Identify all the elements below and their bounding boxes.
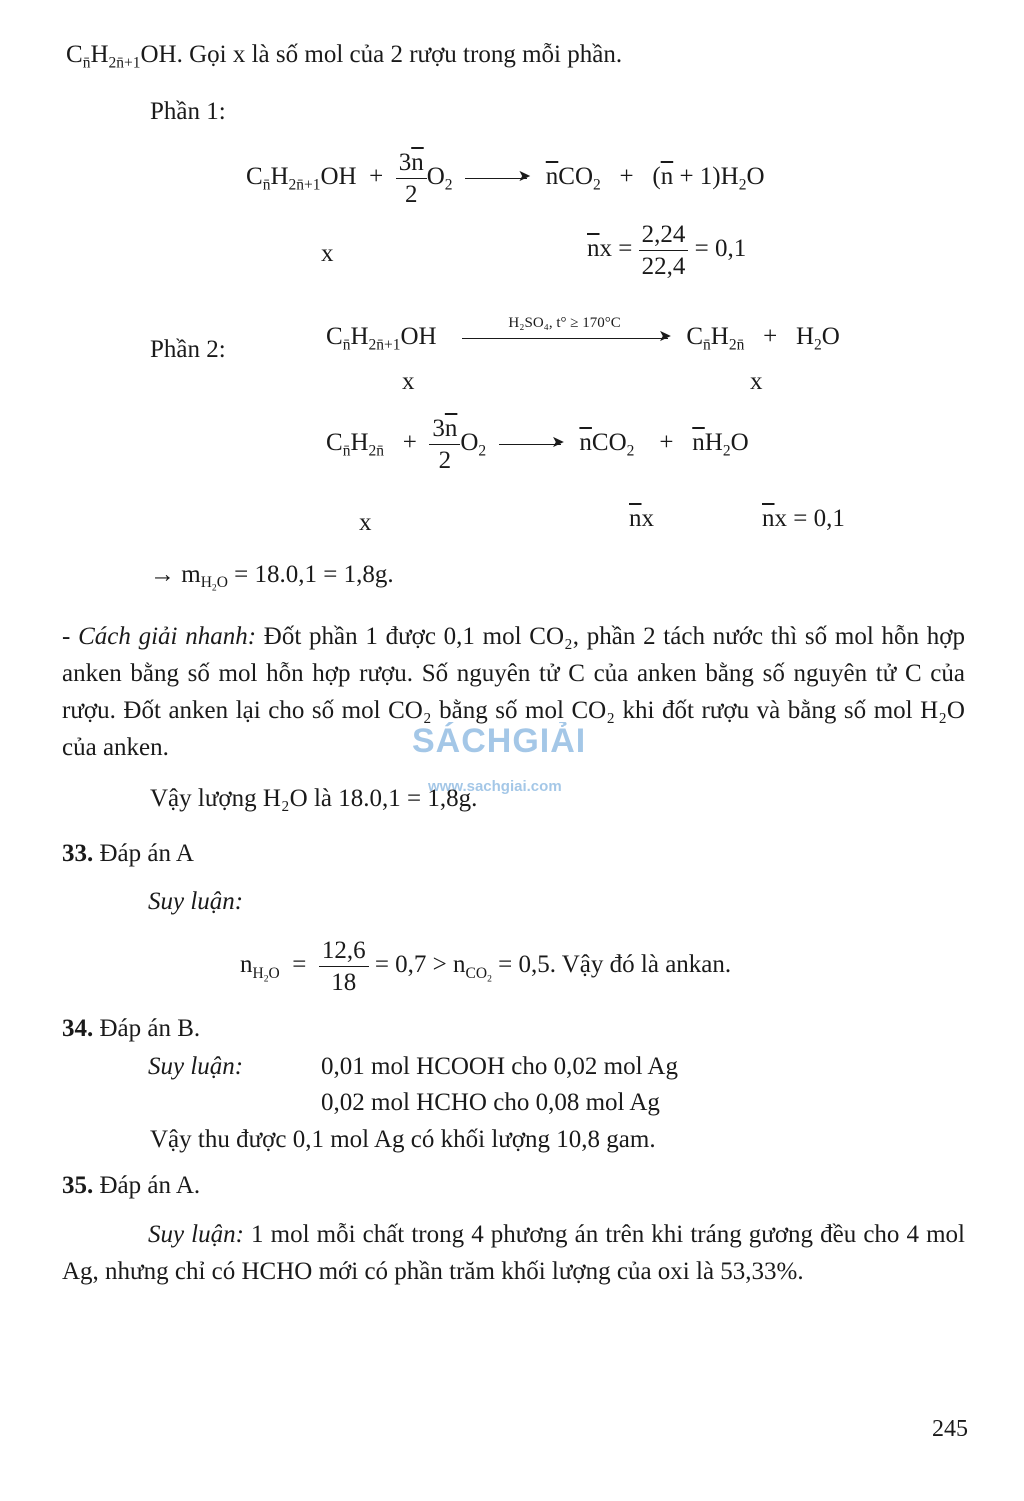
part1-x: x <box>321 240 334 267</box>
part1-nx-equation: $\overline{n}x$ = $\frac{2,24}{22,4}$ = 0,1 <box>587 221 747 280</box>
watermark-brand: SÁCHGIẢI <box>412 722 587 760</box>
part2-x-right: x <box>750 368 763 395</box>
mass-line: → $m_{H_2O} = 18.0,1 = 1,8g$. <box>150 561 394 594</box>
part2-label: Phần 2: <box>150 336 226 363</box>
fraction-224-224: $\frac{2,24}{22,4}$ <box>639 222 689 279</box>
q35-text: 1 mol mỗi chất trong 4 phương án trên khi tráng gương đều cho 4 mol Ag, nhưng chỉ có HCHO mới có phần trăm khối lượng của oxi là 53,33%. <box>62 1221 966 1285</box>
part2-x-bottom: x <box>359 509 372 536</box>
watermark-url: www.sachgiai.com <box>428 778 562 795</box>
reaction-arrow-2: ➤ <box>499 444 561 445</box>
reaction-arrow: ➤ <box>465 178 527 179</box>
part2-dehydration: $C_{n̄}H_{2n̄+1}OH$ H₂SO₄, t° ≥ 170°C ➤ $C_{n̄}H_{2n̄} + H_2O$ <box>326 314 840 354</box>
fraction-126-18: $\frac{12,6}{18}$ <box>319 938 369 995</box>
q34-heading: 34. Đáp án B. <box>62 1015 201 1042</box>
q33-heading: 33. Đáp án A <box>62 840 194 867</box>
q35-paragraph <box>62 1216 965 1290</box>
q35-heading: 35. Đáp án A. <box>62 1172 201 1199</box>
part1-eq-value: = 0,1 <box>694 235 747 263</box>
quick-text: Đốt phần 1 được 0,1 mol CO₂, phần 2 tách nước thì số mol hỗn hợp anken bằng số mol hỗn hợp rượu. Số nguyên tử C của anken bằng số nguyên tử C của rượu. Đốt anken lại cho số mol CO₂ bằng số mol CO₂ khi đốt rượu và bằng số mol H₂O của anken. <box>62 623 965 761</box>
q34-line1: 0,01 mol HCOOH cho 0,02 mol Ag <box>321 1053 678 1080</box>
part2-nx-eq: $\overline{n}x = 0,1$ <box>762 505 845 532</box>
q34-label: Suy luận: <box>148 1053 244 1080</box>
part2-combustion: $C_{n̄}H_{2n̄}$ + $\frac{3\overline{n}}{2}$ $O_2$ ➤ $\overline{n}CO_2$ + $\overline{n}H_2O$ <box>326 415 749 474</box>
part2-x-left: x <box>402 368 415 395</box>
part2-nx: $\overline{n}x$ <box>629 505 654 532</box>
page-number: 245 <box>932 1416 968 1442</box>
q33-equation: $n_{H_2O}$ = $\frac{12,6}{18}$ = $0,7 > n_{CO_2} = 0,5$. Vậy đó là ankan. <box>240 937 732 996</box>
conclusion-line: Vậy lượng H₂O là 18.0,1 = 1,8g. <box>150 785 478 812</box>
q33-label: Suy luận: <box>148 888 244 915</box>
part1-label: Phần 1: <box>150 98 226 125</box>
quick-label: - Cách giải nhanh: <box>62 623 257 650</box>
fraction-3n-2-b: $\frac{3\overline{n}}{2}$ <box>429 416 460 473</box>
part1-equation: $C_{n̄}H_{2n̄+1}OH$ + $\frac{3\overline{n}}{2}$ $O_2$ ➤ $\overline{n}CO_2 + (\overline{n} + 1)H_2O$ <box>246 149 765 208</box>
q35-label: Suy luận: <box>148 1221 244 1248</box>
intro-text: Gọi x là số mol của 2 rượu trong mỗi phần. <box>182 41 623 68</box>
intro-line: $C_{n̄}H_{2n̄+1}OH$. Gọi x là số mol của 2 rượu trong mỗi phần. <box>66 41 623 72</box>
dehydration-arrow: H₂SO₄, t° ≥ 170°C ➤ <box>462 338 668 339</box>
q34-line2: 0,02 mol HCHO cho 0,08 mol Ag <box>321 1089 660 1116</box>
fraction-3n-2: $\frac{3\overline{n}}{2}$ <box>396 150 427 207</box>
q34-line3: Vậy thu được 0,1 mol Ag có khối lượng 10,8 gam. <box>150 1126 656 1153</box>
